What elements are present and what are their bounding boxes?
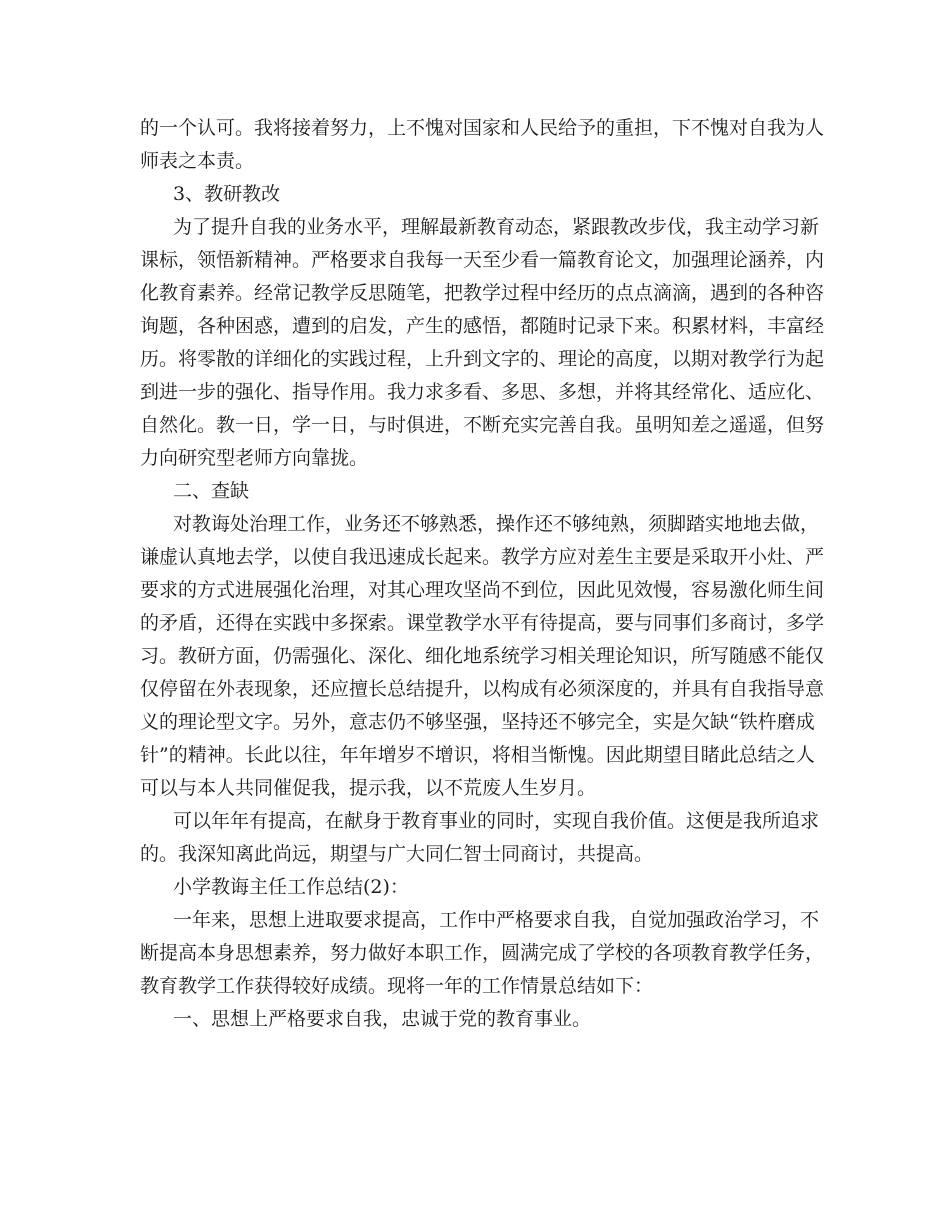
paragraph-line: 到进一步的强化、指导作用。我力求多看、多思、多想，并将其经常化、适应化、 [140, 381, 825, 403]
paragraph-line: 对教诲处治理工作，业务还不够熟悉，操作还不够纯熟，须脚踏实地地去做， [173, 513, 820, 535]
paragraph-line: 的。我深知离此尚远，期望与广大同仁智士同商讨，共提高。 [140, 843, 654, 865]
paragraph-line: 习。教研方面，仍需强化、深化、细化地系统学习相关理论知识，所写随感不能仅 [140, 645, 825, 667]
paragraph-line: 历。将零散的详细化的实践过程，上升到文字的、理论的高度，以期对教学行为起 [140, 348, 825, 370]
paragraph-line: 一年来，思想上进取要求提高，工作中严格要求自我，自觉加强政治学习，不 [173, 909, 820, 931]
paragraph-line: 仅停留在外表现象，还应擅长总结提升，以构成有必须深度的，并具有自我指导意 [140, 678, 825, 700]
paragraph-line: 要求的方式进展强化治理，对其心理攻坚尚不到位，因此见效慢，容易激化师生间 [140, 579, 825, 601]
paragraph-line: 的一个认可。我将接着努力，上不愧对国家和人民给予的重担，下不愧对自我为人 [140, 117, 825, 139]
paragraph-line: 的矛盾，还得在实践中多探索。课堂教学水平有待提高，要与同事们多商讨，多学 [140, 612, 825, 634]
section-heading: 一、思想上严格要求自我，忠诚于党的教育事业。 [173, 1008, 592, 1030]
paragraph-line: 力向研究型老师方向靠拢。 [140, 447, 369, 469]
paragraph-line: 询题，各种困惑，遭到的启发，产生的感悟，都随时记录下来。积累材料，丰富经 [140, 315, 825, 337]
paragraph-line: 谦虚认真地去学，以使自我迅速成长起来。教学方应对差生主要是采取开小灶、严 [140, 546, 825, 568]
paragraph-line: 为了提升自我的业务水平，理解最新教育动态，紧跟教改步伐，我主动学习新 [173, 216, 820, 238]
paragraph-line: 义的理论型文字。另外，意志仍不够坚强，坚持还不够完全，实是欠缺“铁杵磨成 [140, 711, 815, 733]
paragraph-line: 断提高本身思想素养，努力做好本职工作，圆满完成了学校的各项教育教学任务， [140, 942, 825, 964]
paragraph-line: 教育教学工作获得较好成绩。现将一年的工作情景总结如下： [140, 975, 654, 997]
paragraph-line: 课标，领悟新精神。严格要求自我每一天至少看一篇教育论文，加强理论涵养，内 [140, 249, 825, 271]
paragraph-line: 化教育素养。经常记教学反思随笔，把教学过程中经历的点点滴滴，遇到的各种咨 [140, 282, 825, 304]
paragraph-line: 可以与本人共同催促我，提示我，以不荒废人生岁月。 [140, 777, 597, 799]
section-heading: 3、教研教改 [173, 183, 281, 205]
paragraph-line: 可以年年有提高，在献身于教育事业的同时，实现自我价值。这便是我所追求 [173, 810, 820, 832]
paragraph-line: 针”的精神。长此以往，年年增岁不增识，将相当惭愧。因此期望目睹此总结之人 [140, 744, 815, 766]
section-heading: 小学教诲主任工作总结(2)： [173, 876, 409, 898]
paragraph-line: 自然化。教一日，学一日，与时俱进，不断充实完善自我。虽明知差之遥遥，但努 [140, 414, 825, 436]
paragraph-line: 师表之本责。 [140, 150, 255, 172]
section-heading: 二、查缺 [173, 480, 250, 502]
document-body [140, 112, 825, 1036]
